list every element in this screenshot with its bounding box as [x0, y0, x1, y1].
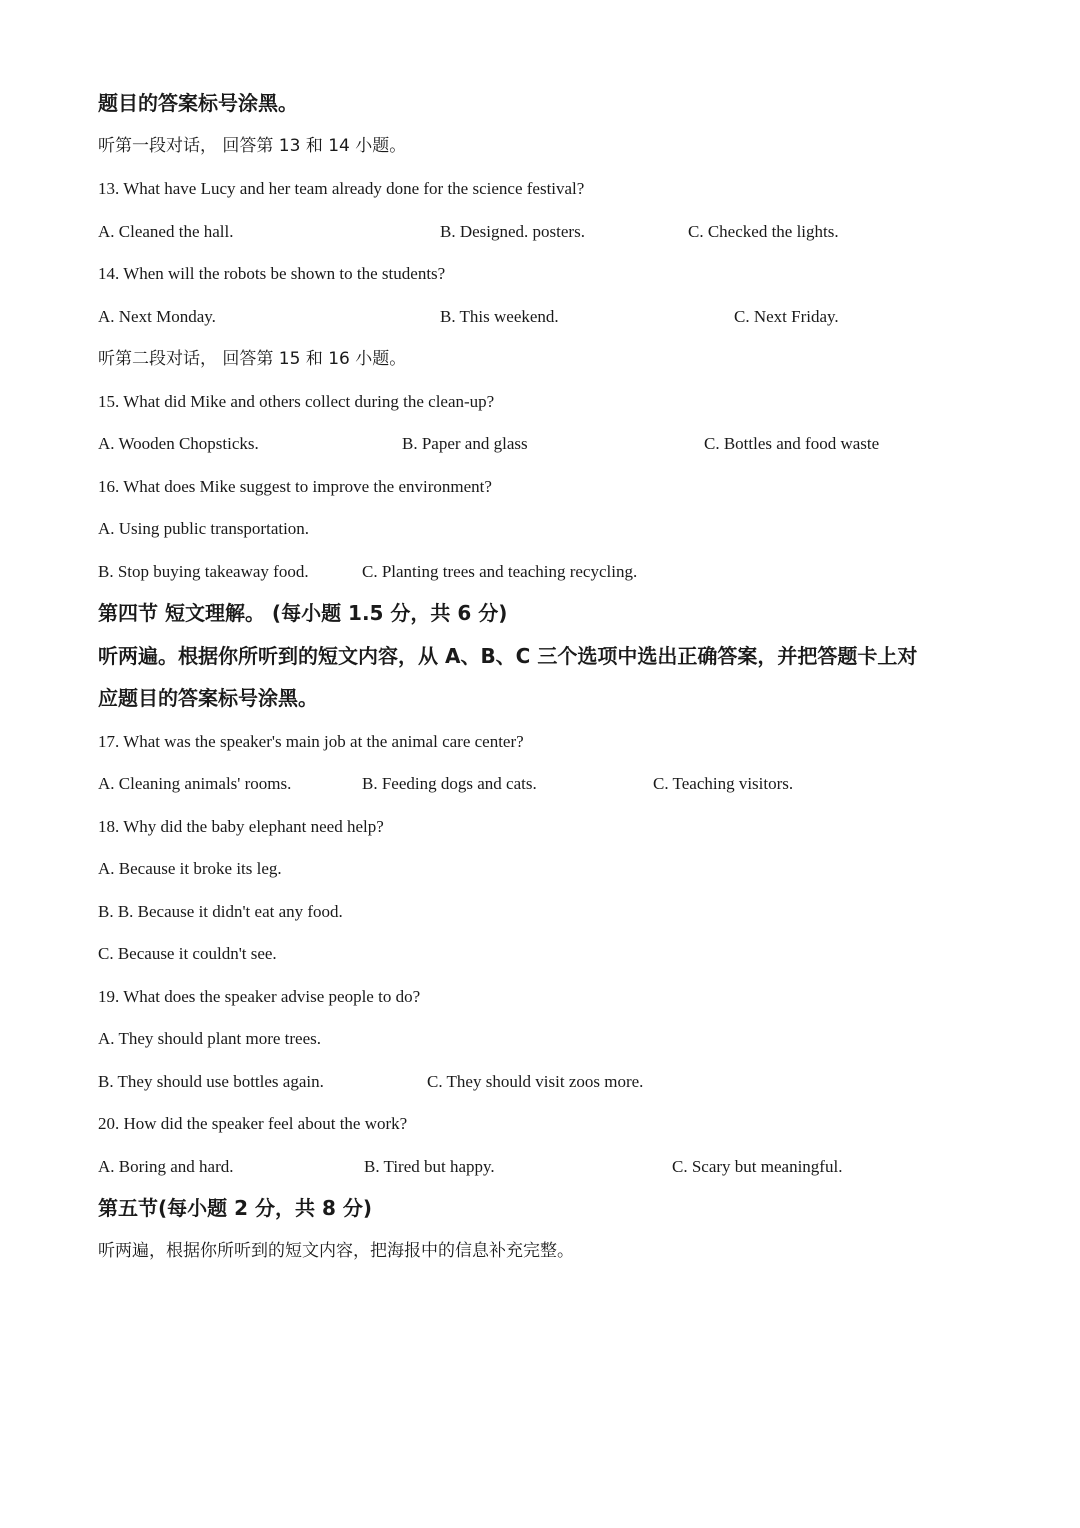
- question-19-option-b: B. They should use bottles again.: [98, 1072, 324, 1091]
- question-18: 18. Why did the baby elephant need help?: [98, 817, 384, 836]
- question-16-option-a: A. Using public transportation.: [98, 519, 310, 538]
- question-18-option-a: A. Because it broke its leg.: [98, 859, 282, 878]
- section-5-heading: 第五节(每小题 2 分，共 8 分): [98, 1196, 372, 1220]
- question-20-option-c: C. Scary but meaningful.: [672, 1157, 843, 1176]
- section-5-instruction: 听两遍，根据你所听到的短文内容，把海报中的信息补充完整。: [98, 1241, 574, 1261]
- question-13-option-c: C. Checked the lights.: [688, 222, 839, 241]
- question-15-option-b: B. Paper and glass: [402, 434, 528, 453]
- question-13-option-b: B. Designed. posters.: [440, 222, 585, 241]
- question-17-option-b: B. Feeding dogs and cats.: [362, 774, 537, 793]
- question-20-option-b: B. Tired but happy.: [364, 1157, 495, 1176]
- question-15: 15. What did Mike and others collect during the clean-up?: [98, 392, 495, 411]
- question-16: 16. What does Mike suggest to improve the environment?: [98, 477, 492, 496]
- section-4-heading: 第四节 短文理解。 (每小题 1.5 分，共 6 分): [98, 601, 508, 625]
- section-4-instruction-line-2: 应题目的答案标号涂黑。: [98, 686, 318, 710]
- question-13: 13. What have Lucy and her team already done for the science festival?: [98, 179, 585, 198]
- question-13-option-a: A. Cleaned the hall.: [98, 222, 234, 241]
- question-19: 19. What does the speaker advise people to do?: [98, 987, 421, 1006]
- question-19-option-a: A. They should plant more trees.: [98, 1029, 322, 1048]
- question-14-option-b: B. This weekend.: [440, 307, 559, 326]
- question-14-option-a: A. Next Monday.: [98, 307, 216, 326]
- instruction-continuation: 题目的答案标号涂黑。: [98, 91, 298, 115]
- question-16-option-b: B. Stop buying takeaway food.: [98, 562, 309, 581]
- question-20: 20. How did the speaker feel about the work?: [98, 1114, 408, 1133]
- dialogue-1-instruction: 听第一段对话， 回答第 13 和 14 小题。: [98, 136, 407, 156]
- question-17-option-c: C. Teaching visitors.: [653, 774, 794, 793]
- question-17-option-a: A. Cleaning animals' rooms.: [98, 774, 292, 793]
- question-14: 14. When will the robots be shown to the students?: [98, 264, 446, 283]
- question-20-option-a: A. Boring and hard.: [98, 1157, 234, 1176]
- question-14-option-c: C. Next Friday.: [734, 307, 839, 326]
- question-18-option-c: C. Because it couldn't see.: [98, 944, 277, 963]
- question-18-option-b: B. B. Because it didn't eat any food.: [98, 902, 343, 921]
- question-15-option-c: C. Bottles and food waste: [704, 434, 880, 453]
- section-4-instruction-line-1: 听两遍。根据你所听到的短文内容，从 A、B、C 三个选项中选出正确答案，并把答题卡上对: [98, 644, 918, 668]
- question-16-option-c: C. Planting trees and teaching recycling.: [362, 562, 638, 581]
- dialogue-2-instruction: 听第二段对话， 回答第 15 和 16 小题。: [98, 349, 407, 369]
- question-15-option-a: A. Wooden Chopsticks.: [98, 434, 259, 453]
- question-19-option-c: C. They should visit zoos more.: [427, 1072, 644, 1091]
- question-17: 17. What was the speaker's main job at the animal care center?: [98, 732, 524, 751]
